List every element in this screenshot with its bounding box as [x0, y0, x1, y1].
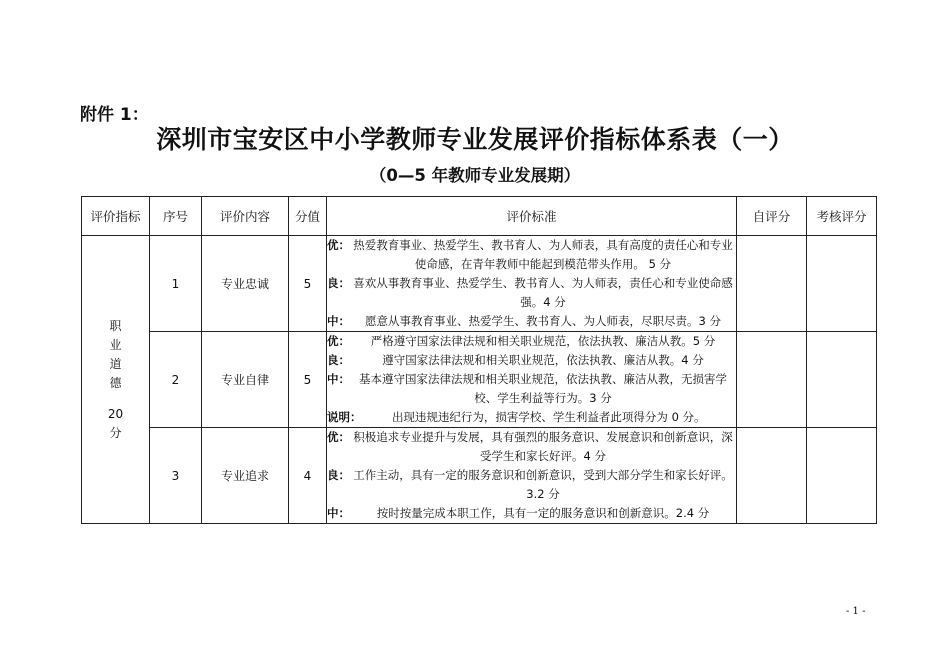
review-score-cell: [807, 428, 877, 524]
header-score: 分值: [289, 197, 327, 236]
criterion-text: 基本遵守国家法律法规和相关职业规范，依法执教、廉洁从教，无损害学校、学生利益等行为。3 分: [359, 372, 727, 405]
criterion-label: 良：: [327, 276, 350, 290]
criterion-label: 中：: [327, 372, 350, 386]
page-title: 深圳市宝安区中小学教师专业发展评价指标体系表（一）: [156, 125, 794, 154]
row-number: 3: [150, 428, 202, 524]
row-score: 5: [289, 236, 327, 332]
self-score-cell: [737, 332, 807, 428]
criterion-label: 良：: [327, 468, 350, 482]
criterion-label: 优：: [327, 430, 350, 444]
self-score-cell: [737, 428, 807, 524]
page-number: - 1 -: [846, 606, 866, 617]
row-number: 2: [150, 332, 202, 428]
criterion-label: 说明：: [327, 410, 362, 424]
dimension-cell: [82, 236, 150, 524]
dimension-score: 20: [107, 406, 124, 421]
criterion-label: 优：: [327, 238, 350, 252]
header-content: 评价内容: [202, 197, 289, 236]
dimension-unit: 分: [109, 425, 122, 440]
dimension-char: 道: [109, 356, 122, 371]
criterion-line: [327, 351, 736, 370]
self-score-cell: [737, 236, 807, 332]
review-score-cell: [807, 236, 877, 332]
row-criteria: [327, 332, 737, 428]
row-criteria: [327, 428, 737, 524]
header-review-score: 考核评分: [807, 197, 877, 236]
dimension-char: 德: [109, 375, 122, 390]
dimension-char: 业: [109, 337, 122, 352]
dimension-char: 职: [109, 318, 122, 333]
criterion-line: [327, 236, 736, 274]
table-row: [82, 332, 877, 428]
row-score: 4: [289, 428, 327, 524]
criterion-label: 中：: [327, 314, 350, 328]
row-criteria: [327, 236, 737, 332]
criterion-text: 出现违规违纪行为，损害学校、学生利益者此项得分为 0 分。: [391, 410, 706, 424]
criterion-text: 工作主动，具有一定的服务意识和创新意识，受到大部分学生和家长好评。3.2 分: [353, 468, 733, 501]
row-content: 专业自律: [202, 332, 289, 428]
criterion-label: 良：: [327, 353, 350, 367]
criterion-text: 喜欢从事教育事业、热爱学生、教书育人、为人师表，责任心和专业使命感强。4 分: [353, 276, 733, 309]
table-header-row: [82, 197, 877, 236]
review-score-cell: [807, 332, 877, 428]
attachment-label: 附件 1：: [80, 105, 149, 125]
row-content: 专业忠诚: [202, 236, 289, 332]
header-indicator: 评价指标: [82, 197, 150, 236]
criterion-label: 中：: [327, 506, 350, 520]
criterion-line: [327, 370, 736, 408]
header-self-score: 自评分: [737, 197, 807, 236]
criterion-text: 热爱教育事业、热爱学生、教书育人、为人师表，具有高度的责任心和专业使命感，在青年教师中能起到模范带头作用。 5 分: [353, 238, 733, 271]
header-number: 序号: [150, 197, 202, 236]
row-score: 5: [289, 332, 327, 428]
criterion-line: [327, 428, 736, 466]
criterion-line: [327, 312, 736, 331]
header-criteria: 评价标准: [327, 197, 737, 236]
criterion-text: 严格遵守国家法律法规和相关职业规范，依法执教、廉洁从教。5 分: [370, 334, 716, 348]
page-subtitle: （0—5 年教师专业发展期）: [369, 166, 581, 185]
criterion-text: 愿意从事教育事业、热爱学生、教书育人、为人师表，尽职尽责。3 分: [365, 314, 721, 328]
table-row: [82, 236, 877, 332]
row-content: 专业追求: [202, 428, 289, 524]
criterion-line: [327, 466, 736, 504]
criterion-text: 遵守国家法律法规和相关职业规范，依法执教、廉洁从教。4 分: [382, 353, 704, 367]
criterion-label: 优：: [327, 334, 350, 348]
criterion-text: 积极追求专业提升与发展，具有强烈的服务意识、发展意识和创新意识，深受学生和家长好评。4 分: [353, 430, 733, 463]
table-row: [82, 428, 877, 524]
criterion-line: [327, 332, 736, 351]
criterion-line: [327, 274, 736, 312]
evaluation-table: [81, 196, 877, 524]
criterion-text: 按时按量完成本职工作，具有一定的服务意识和创新意识。2.4 分: [376, 506, 710, 520]
row-number: 1: [150, 236, 202, 332]
criterion-line: [327, 408, 736, 427]
criterion-line: [327, 504, 736, 523]
